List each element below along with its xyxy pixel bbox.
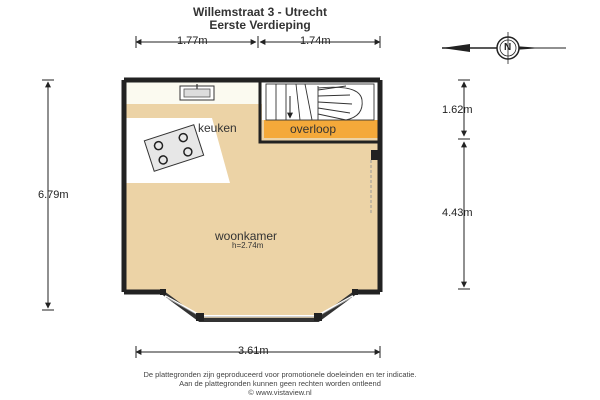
- room-ceiling-height: h=2.74m: [232, 241, 264, 250]
- dim-total-height: 6.79m: [38, 189, 69, 201]
- footer-line-1: De plattegronden zijn geproduceerd voor promotionele doeleinden en ter indicatie.: [143, 370, 417, 379]
- plan-title: Willemstraat 3 - Utrecht: [193, 5, 327, 19]
- compass-letter: N: [504, 42, 512, 53]
- dim-bottom-width: 3.61m: [238, 345, 269, 357]
- dim-top-left: 1.77m: [177, 35, 208, 47]
- footer-line-2: Aan de plattegronden kunnen geen rechten worden ontleend: [179, 379, 381, 388]
- room-label-living: woonkamer: [215, 229, 278, 243]
- dim-top-right: 1.74m: [300, 35, 331, 47]
- plan-subtitle: Eerste Verdieping: [209, 18, 311, 32]
- sink-icon: [180, 84, 214, 100]
- footer-copyright: © www.vistaview.nl: [248, 388, 312, 397]
- dim-landing-height: 1.62m: [442, 104, 473, 116]
- side-window: [371, 150, 379, 160]
- dim-living-height: 4.43m: [442, 207, 473, 219]
- room-label-landing: overloop: [290, 122, 337, 136]
- room-label-kitchen: keuken: [198, 121, 237, 135]
